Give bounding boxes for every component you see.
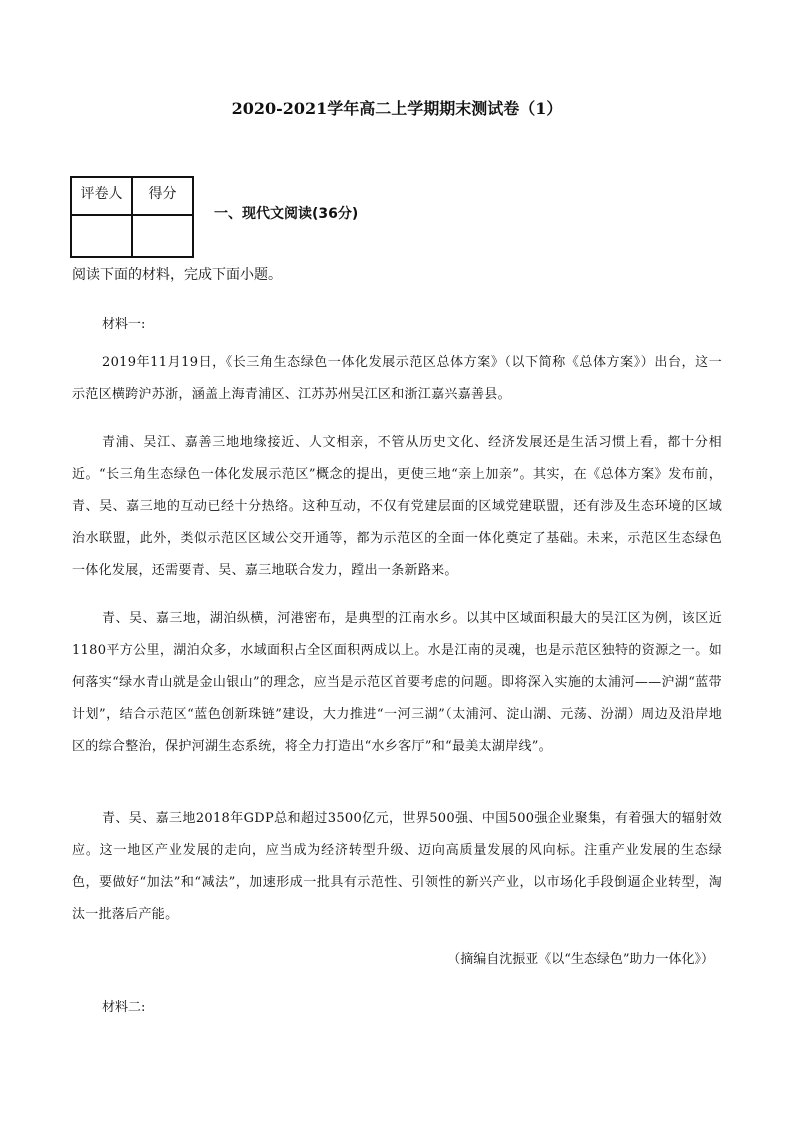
instruction-text: 阅读下面的材料，完成下面小题。 [72, 267, 282, 283]
paragraph-4: 青、吴、嘉三地2018年GDP总和超过3500亿元，世界500强、中国500强企业聚集，有着强大的辐射效应。这一地区产业发展的走向，应当成为经济转型升级、迈向高质量发展的风向标。注重产业发展的生态绿色，要做好“加法”和“减法”，加速形成一批具有示范性、引领性的新兴产业，以市场化手段倒逼企业转型，淘汰一批落后产能。 [72, 811, 722, 922]
paragraph-3: 青、吴、嘉三地，湖泊纵横，河港密布，是典型的江南水乡。以其中区域面积最大的吴江区为例，该区近1180平方公里，湖泊众多，水域面积占全区面积两成以上。水是江南的灵魂，也是示范区独特的资源之一。如何落实“绿水青山就是金山银山”的理念，应当是示范区首要考虑的问题。即将深入实施的太浦河——沪湖“蓝带计划”，结合示范区“蓝色创新珠链”建设，大力推进“一河三湖”（太浦河、淀山湖、元荡、汾湖）周边及沿岸地区的综合整治，保护河湖生态系统，将全力打造出“水乡客厅”和“最美太湖岸线”。 [72, 611, 722, 754]
score-header-cell: 得分 [132, 177, 193, 215]
material1-label: 材料一: [102, 317, 146, 332]
score-input-cell [132, 215, 193, 257]
source-citation: （摘编自沈振亚《以“生态绿色”助力一体化》） [447, 952, 714, 967]
material2-label: 材料二: [102, 1000, 146, 1015]
paragraph-2: 青浦、吴江、嘉善三地地缘接近、人文相亲，不管从历史文化、经济发展还是生活习惯上看，都十分相近。“长三角生态绿色一体化发展示范区”概念的提出，更使三地“亲上加亲”。其实，在《总体方案》发布前，青、吴、嘉三地的互动已经十分热络。这种互动，不仅有党建层面的区域党建联盟，还有涉及生态环境的区域治水联盟，此外，类似示范区区域公交开通等，都为示范区的全面一体化奠定了基础。未来，示范区生态绿色一体化发展，还需要青、吴、嘉三地联合发力，蹚出一条新路来。 [72, 435, 722, 578]
page-title: 2020-2021学年高二上学期期末测试卷（1） [231, 99, 563, 118]
section-heading: 一、现代文阅读(36分) [214, 206, 359, 222]
paragraph-1: 2019年11月19日，《长三角生态绿色一体化发展示范区总体方案》（以下简称《总体方案》）出台，这一示范区横跨沪苏浙，涵盖上海青浦区、江苏苏州吴江区和浙江嘉兴嘉善县。 [72, 355, 722, 402]
score-table [70, 176, 194, 258]
grader-input-cell [71, 215, 132, 257]
grader-header-cell: 评卷人 [71, 177, 132, 215]
